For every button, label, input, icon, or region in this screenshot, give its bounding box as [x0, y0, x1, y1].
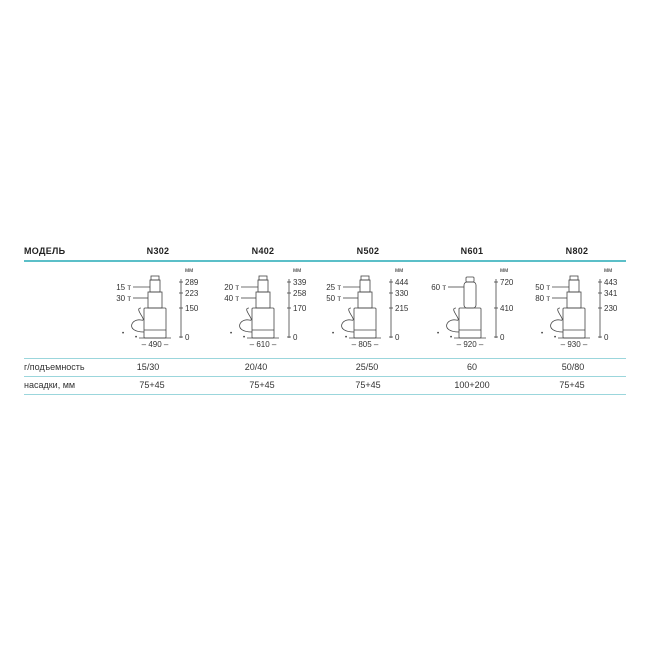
nozzles-n402: 75+45 [249, 380, 275, 390]
fitting-dot: • [450, 335, 453, 341]
fitting-dot: • [437, 331, 440, 337]
load-label-stage-2: 30 т [116, 294, 131, 303]
jack-stage-1 [150, 280, 160, 292]
jack-body [354, 308, 376, 338]
model-name-n402: N402 [251, 246, 275, 256]
unit-label: мм [604, 268, 613, 274]
jack-ram [464, 282, 476, 308]
height-value: 341 [604, 289, 618, 298]
height-value: 720 [500, 278, 514, 287]
nozzles-n502: 75+45 [355, 380, 381, 390]
unit-label: мм [293, 268, 302, 274]
height-value: 223 [185, 289, 199, 298]
row-label-capacity: г/подъемность [24, 362, 85, 372]
width-dimension: – 490 – [141, 340, 169, 349]
load-label-stage-1: 25 т [326, 283, 341, 292]
nozzles-n302: 75+45 [139, 380, 165, 390]
row-divider [24, 358, 626, 359]
fitting-dot: • [332, 331, 335, 337]
height-value: 339 [293, 278, 307, 287]
height-value: 410 [500, 304, 514, 313]
jack-cap [570, 276, 578, 280]
row-divider [24, 376, 626, 377]
fitting-dot: • [345, 335, 348, 341]
fitting-dot: • [554, 335, 557, 341]
load-label: 60 т [431, 283, 446, 292]
row-divider [24, 394, 626, 395]
model-name-n502: N502 [356, 246, 380, 256]
load-label-stage-1: 50 т [535, 283, 550, 292]
fitting-dot: • [243, 335, 246, 341]
width-dimension: – 920 – [456, 340, 484, 349]
width-dimension: – 610 – [249, 340, 277, 349]
hose-line [342, 308, 354, 332]
hose-line [240, 308, 252, 332]
model-name-n802: N802 [565, 246, 589, 256]
height-value: 0 [604, 333, 609, 342]
hose-line [132, 308, 144, 332]
height-value: 0 [293, 333, 298, 342]
height-value: 443 [604, 278, 618, 287]
nozzles-n601: 100+200 [454, 380, 490, 390]
unit-label: мм [500, 268, 509, 274]
capacity-n601: 60 [466, 362, 477, 372]
load-label-stage-2: 50 т [326, 294, 341, 303]
height-value: 215 [395, 304, 409, 313]
capacity-n802: 50/80 [561, 362, 585, 372]
height-value: 444 [395, 278, 409, 287]
load-label-stage-2: 40 т [224, 294, 239, 303]
jack-cap [466, 277, 474, 282]
jack-body [459, 308, 481, 338]
load-label-stage-2: 80 т [535, 294, 550, 303]
capacity-n402: 20/40 [244, 362, 268, 372]
load-label-stage-1: 15 т [116, 283, 131, 292]
jack-cap [151, 276, 159, 280]
jack-cap [361, 276, 369, 280]
height-value: 330 [395, 289, 409, 298]
fitting-dot: • [122, 331, 125, 337]
jack-body [563, 308, 585, 338]
nozzles-n802: 75+45 [559, 380, 585, 390]
hose-line [447, 308, 459, 332]
height-value: 0 [500, 333, 505, 342]
model-name-n601: N601 [460, 246, 484, 256]
height-value: 289 [185, 278, 199, 287]
unit-label: мм [395, 268, 404, 274]
jack-body [144, 308, 166, 338]
jack-stage-1 [360, 280, 370, 292]
jack-stage-1 [569, 280, 579, 292]
jack-stage-2 [148, 292, 162, 308]
unit-label: мм [185, 268, 194, 274]
width-dimension: – 930 – [560, 340, 588, 349]
jack-stage-1 [258, 280, 268, 292]
load-label-stage-1: 20 т [224, 283, 239, 292]
hose-line [551, 308, 563, 332]
capacity-n502: 25/50 [355, 362, 379, 372]
fitting-dot: • [230, 331, 233, 337]
height-value: 170 [293, 304, 307, 313]
jack-body [252, 308, 274, 338]
jack-stage-2 [256, 292, 270, 308]
model-name-n302: N302 [146, 246, 170, 256]
height-value: 0 [185, 333, 190, 342]
jack-stage-2 [358, 292, 372, 308]
height-value: 150 [185, 304, 199, 313]
fitting-dot: • [135, 335, 138, 341]
row-label-nozzles: насадки, мм [24, 380, 76, 390]
fitting-dot: • [541, 331, 544, 337]
height-value: 230 [604, 304, 618, 313]
capacity-n302: 15/30 [136, 362, 160, 372]
width-dimension: – 805 – [351, 340, 379, 349]
height-value: 0 [395, 333, 400, 342]
jack-cap [259, 276, 267, 280]
height-value: 258 [293, 289, 307, 298]
header-label-model: МОДЕЛЬ [24, 246, 66, 256]
jack-stage-2 [567, 292, 581, 308]
